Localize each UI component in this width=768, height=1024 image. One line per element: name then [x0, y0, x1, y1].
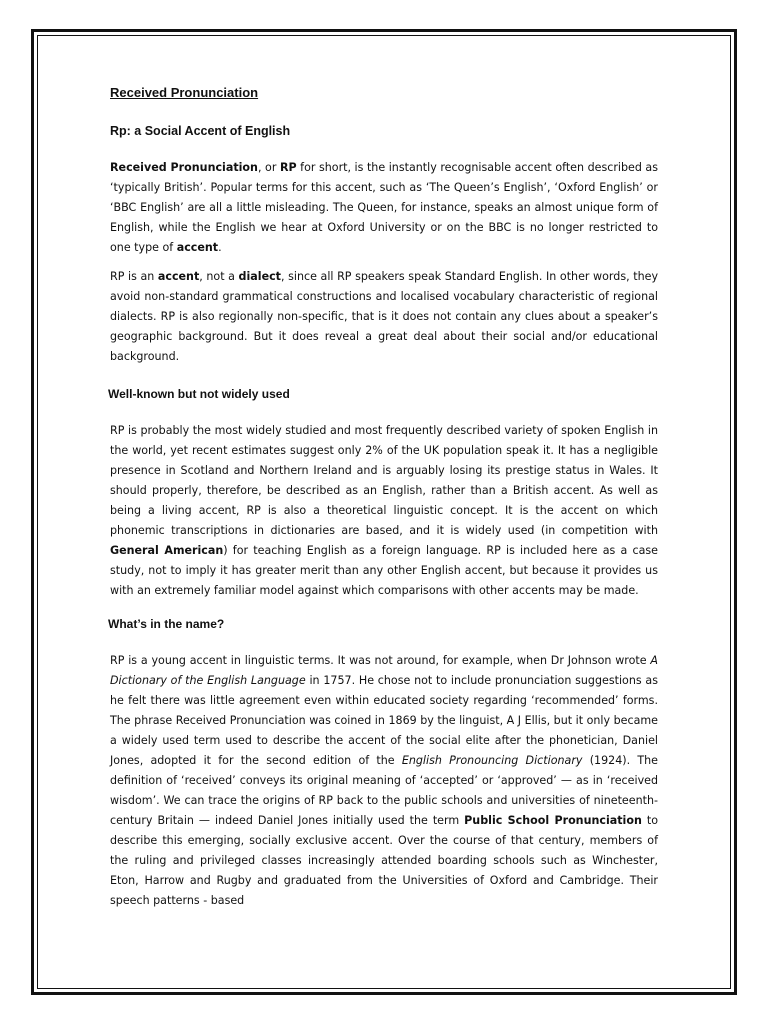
- document-body: [110, 84, 658, 911]
- term-accent: accent: [176, 241, 219, 254]
- term-dialect: dialect: [238, 270, 281, 283]
- paragraph-2: RP is an accent, not a dialect, since all RP speakers speak Standard English. In other words, they avoid non-standard grammatical constructions and localised vocabulary characteristic of regional dialects. RP is also regionally non-specific, that is it does not contain any clues about a speaker’s geographic background. But it does reveal a great deal about their social and/or educational background.: [110, 270, 659, 363]
- title-dictionary-english-language: A Dictionary of the English Language: [110, 654, 658, 687]
- document-subtitle: Rp: a Social Accent of English: [110, 124, 291, 138]
- paragraph-4: RP is a young accent in linguistic terms. It was not around, for example, when Dr Johnson wrote A Dictionary of the English Language in 1757. He chose not to include pronunciation suggestions as he felt there was little agreement even within educated society regarding ‘recommended’ forms. The phrase Received Pronunciation was coined in 1869 by the linguist, A J Ellis, but it only became a widely used term used to describe the accent of the social elite after the phonetician, Daniel Jones, adopted it for the second edition of the English Pronouncing Dictionary (1924). The definition of ‘received’ conveys its original meaning of ‘accepted’ or ‘approved’ — as in ‘received wisdom’. We can trace the origins of RP back to the public schools and universities of nineteenth-century Britain — indeed Daniel Jones initially used the term Public School Pronunciation to describe this emerging, socially exclusive accent. Over the course of that century, members of the ruling and privileged classes increasingly attended boarding schools such as Winchester, Eton, Harrow and Rugby and graduated from the Universities of Oxford and Cambridge. Their speech patterns - based: [110, 654, 659, 907]
- title-english-pronouncing-dictionary: English Pronouncing Dictionary: [401, 754, 583, 767]
- term-public-school-pronunciation: Public School Pronunciation: [464, 814, 642, 827]
- term-received-pronunciation: Received Pronunciation: [110, 161, 258, 174]
- document-title: Received Pronunciation: [110, 85, 259, 100]
- term-general-american: General American: [110, 544, 224, 557]
- paragraph-3: RP is probably the most widely studied and most frequently described variety of spoken English in the world, yet recent estimates suggest only 2% of the UK population speak it. It has a negligible presence in Scotland and Northern Ireland and is arguably losing its prestige status in Wales. It should properly, therefore, be described as an English, rather than a British accent. As well as being a living accent, RP is also a theoretical linguistic concept. It is the accent on which phonemic transcriptions in dictionaries are based, and it is widely used (in competition with General American) for teaching English as a foreign language. RP is included here as a case study, not to imply it has greater merit than any other English accent, but because it provides us with an extremely familiar model against which comparisons with other accents may be made.: [110, 424, 659, 597]
- term-rp: RP: [279, 161, 297, 174]
- paragraph-1: Received Pronunciation, or RP for short, is the instantly recognisable accent often described as ‘typically British’. Popular terms for this accent, such as ‘The Queen’s English’, ‘Oxford English’ or ‘BBC English’ are all a little misleading. The Queen, for instance, speaks an almost unique form of English, while the English we hear at Oxford University or on the BBC is no longer restricted to one type of accent.: [110, 161, 659, 254]
- section-heading-well-known: Well-known but not widely used: [108, 387, 290, 401]
- term-accent: accent: [157, 270, 200, 283]
- section-heading-whats-in-the-name: What’s in the name?: [108, 617, 225, 631]
